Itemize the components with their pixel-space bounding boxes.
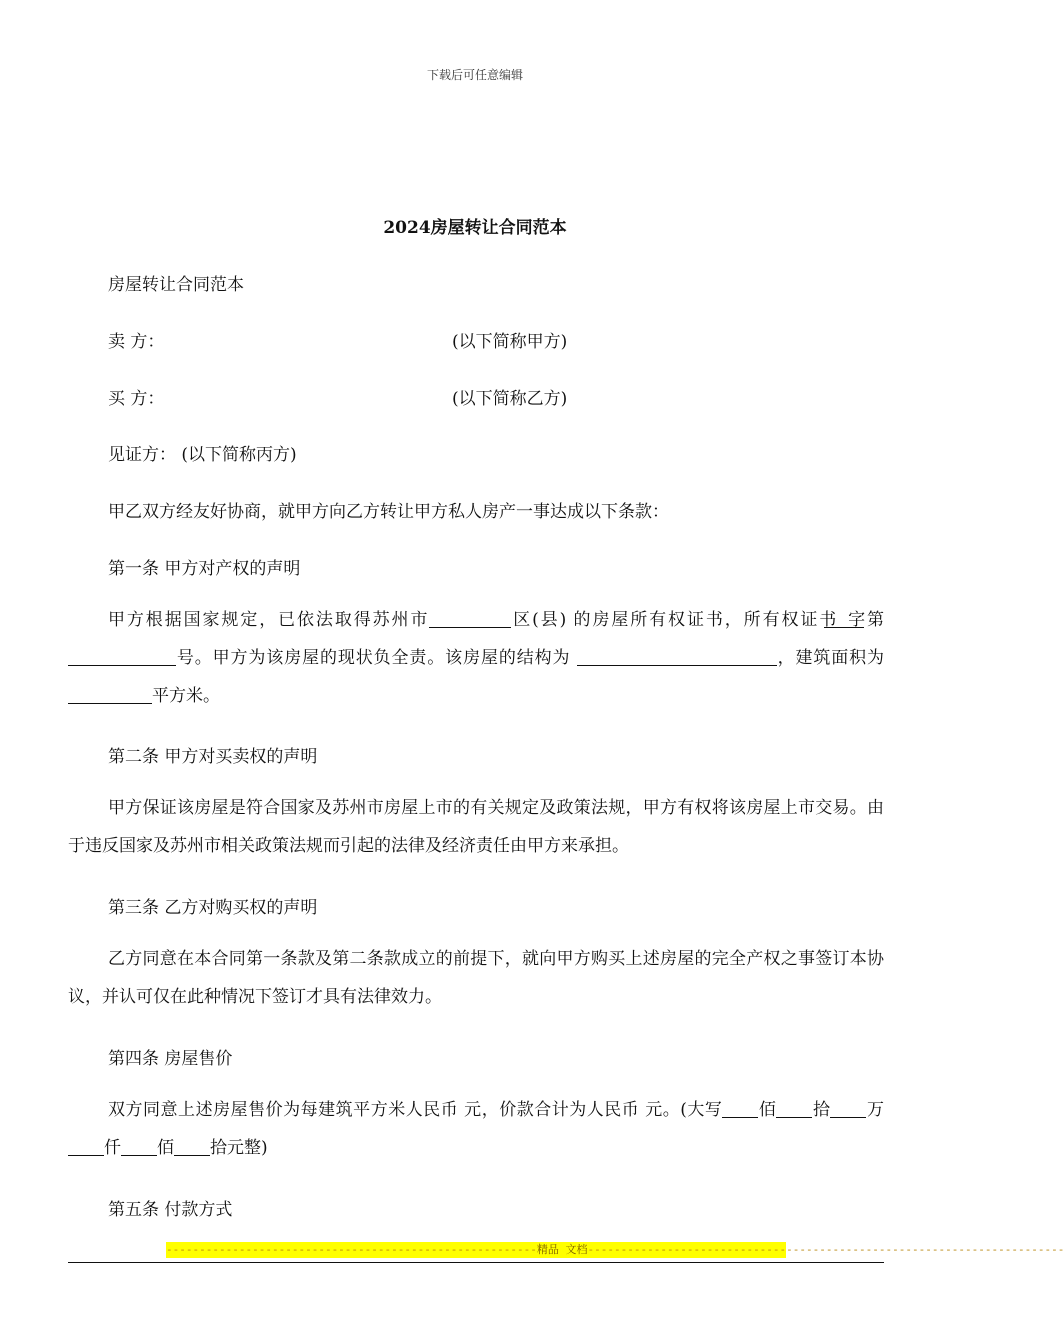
blank-cert-prefix-b <box>824 610 846 628</box>
article-1-text-1: 甲方根据国家规定，已依法取得苏州市 <box>108 610 430 630</box>
footer-watermark <box>166 1242 1064 1258</box>
header-note: 下载后可任意编辑 <box>426 68 523 82</box>
buyer-label: 买 方： <box>108 389 165 409</box>
article-3-body: 乙方同意在本合同第一条款及第二条款成立的前提下，就向甲方购买上述房屋的完全产权之事签订本协议，并认可仅在此种情况下签订才具有法律效力。 <box>68 949 884 1007</box>
article-2-heading: 第二条 甲方对买卖权的声明 <box>108 747 318 767</box>
article-1-text-5: ，建筑面积为 <box>776 648 885 668</box>
article-4-text-3: 拾 <box>812 1100 831 1120</box>
article-1-text-3: 字第 <box>846 610 885 630</box>
article-4-body <box>68 1091 884 1167</box>
blank-cert-number <box>68 648 176 666</box>
article-5-heading: 第五条 付款方式 <box>108 1200 233 1220</box>
article-1-text-4: 号。甲方为该房屋的现状负全责。该房屋的结构为 <box>176 648 577 668</box>
blank-price-6 <box>174 1138 210 1156</box>
footer-mark-text: 精品 文档 <box>536 1243 588 1256</box>
article-4-heading: 第四条 房屋售价 <box>108 1049 233 1069</box>
witness-line: 见证方： (以下简称丙方) <box>108 445 297 465</box>
seller-note: (以下简称甲方) <box>452 332 568 352</box>
blank-structure <box>577 648 777 666</box>
contract-subtitle: 房屋转让合同范本 <box>108 275 244 295</box>
article-4-text-2: 佰 <box>758 1100 777 1120</box>
footer-dashes-right: ------------------------------------------------------------------------ <box>587 1243 1064 1256</box>
article-4-text-4: 万 <box>866 1100 884 1120</box>
article-4-text-5: 仟 <box>104 1138 121 1158</box>
footer-dashes-left: -------------------------------------------------------- <box>166 1243 537 1256</box>
buyer-note: (以下简称乙方) <box>452 389 568 409</box>
article-4-text-7: 拾元整) <box>210 1138 268 1158</box>
footer-rule <box>68 1262 884 1263</box>
article-1-heading: 第一条 甲方对产权的声明 <box>108 559 301 579</box>
blank-price-4 <box>68 1138 104 1156</box>
intro-paragraph: 甲乙双方经友好协商，就甲方向乙方转让甲方私人房产一事达成以下条款： <box>108 502 669 522</box>
blank-district <box>429 610 511 628</box>
article-4-text-1: 双方同意上述房屋售价为每建筑平方米人民币 元，价款合计为人民币 元。(大写 <box>108 1100 723 1120</box>
article-1-body <box>68 601 884 715</box>
blank-area <box>68 686 152 704</box>
article-3-heading: 第三条 乙方对购买权的声明 <box>108 898 318 918</box>
blank-price-2 <box>776 1100 812 1118</box>
article-4-text-6: 佰 <box>157 1138 174 1158</box>
seller-label: 卖 方： <box>108 332 165 352</box>
document-title: 2024房屋转让合同范本 <box>383 218 567 238</box>
blank-price-1 <box>722 1100 758 1118</box>
article-1-text-6: 平方米。 <box>152 686 220 706</box>
article-1-text-2: 区(县) 的房屋所有权证书，所有权证书 <box>511 610 839 630</box>
blank-price-3 <box>830 1100 866 1118</box>
article-2-body: 甲方保证该房屋是符合国家及苏州市房屋上市的有关规定及政策法规，甲方有权将该房屋上市交易。由于违反国家及苏州市相关政策法规而引起的法律及经济责任由甲方来承担。 <box>68 798 884 856</box>
blank-price-5 <box>121 1138 157 1156</box>
